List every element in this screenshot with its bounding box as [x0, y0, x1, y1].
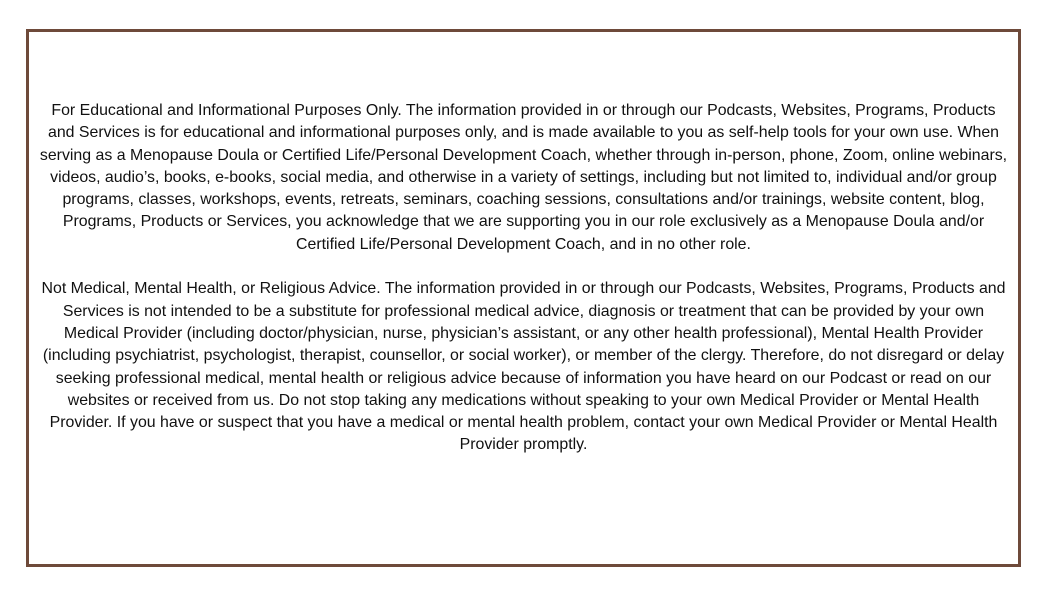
disclaimer-text-block [37, 100, 1010, 457]
disclaimer-frame [26, 29, 1021, 567]
not-medical-advice-paragraph: Not Medical, Mental Health, or Religious Advice. The information provided in or through our Podcasts, Websites, Programs, Products and Services is not intended to be a substitute for professional medical advice, diagnosis or treatment that can be provided by your own Medical Provider (including doctor/physician, nurse, physician’s assistant, or any other health professional), Mental Health Provider (including psychiatrist, psychologist, therapist, counsellor, or social worker), or member of the clergy. Therefore, do not disregard or delay seeking professional medical, mental health or religious advice because of information you have heard on our Podcast or read on our websites or received from us. Do not stop taking any medications without speaking to your own Medical Provider or Mental Health Provider. If you have or suspect that you have a medical or mental health problem, contact your own Medical Provider or Mental Health Provider promptly. [41, 280, 1006, 454]
educational-purposes-paragraph: For Educational and Informational Purposes Only. The information provided in or through our Podcasts, Websites, Programs, Products and Services is for educational and informational purposes only, and is made available to you as self-help tools for your own use. When serving as a Menopause Doula or Certified Life/Personal Development Coach, whether through in-person, phone, Zoom, online webinars, videos, audio’s, books, e-books, social media, and otherwise in a variety of settings, including but not limited to, individual and/or group programs, classes, workshops, events, retreats, seminars, coaching sessions, consultations and/or trainings, website content, blog, Programs, Products or Services, you acknowledge that we are supporting you in our role exclusively as a Menopause Doula and/or Certified Life/Personal Development Coach, and in no other role. [39, 102, 1008, 253]
paragraph-spacer [37, 256, 1010, 278]
